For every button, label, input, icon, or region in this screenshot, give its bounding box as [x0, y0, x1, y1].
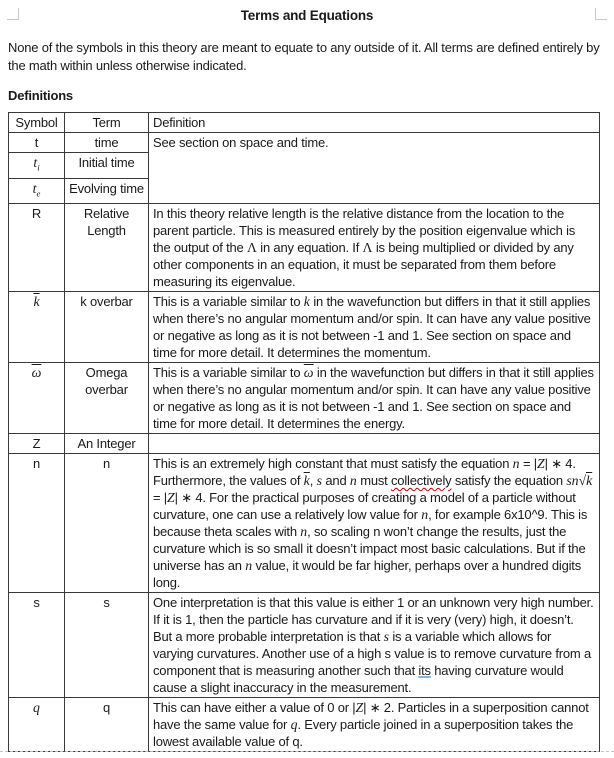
- symbol-cell[interactable]: n: [9, 454, 65, 593]
- term-cell[interactable]: s: [65, 593, 149, 698]
- page-title: Terms and Equations: [240, 8, 374, 23]
- definition-cell[interactable]: This is an extremely high constant that must satisfy the equation n = |Z| ∗ 4. Furthermore, the values of $\overline{k}$, s and n must collectively satisfy the equation sn√k = |Z| ∗ 4. For the practical purposes of creating a model of a particle without curvature, one can use a relatively low value for n, for example 6x10^9. This is because theta scales with n, so scaling n won’t change the results, just the curvature which is so small it doesn’t impact most basic calculations. But if the universe has an n value, it would be far higher, perhaps over a hundred digits long.: [149, 454, 600, 593]
- symbol-cell[interactable]: t: [9, 133, 65, 153]
- grammar-mark: its: [418, 663, 431, 679]
- definition-cell[interactable]: This can have either a value of 0 or |Z| ∗ 2. Particles in a superposition cannot have the same value for q. Every particle joined in a superposition takes the lowest available value of q.: [149, 698, 600, 752]
- definitions-table: [8, 112, 600, 752]
- definition-cell[interactable]: This is a variable similar to k in the wavefunction but differs in that it still applies when there’s no angular momentum and/or spin. It can have any value positive or negative as long as it is not between -1 and 1. See section on space and time for more detail. It determines the momentum.: [149, 292, 600, 363]
- table-row: [9, 698, 600, 752]
- header-term: Term: [65, 113, 149, 133]
- symbol-cell[interactable]: R: [9, 204, 65, 292]
- definition-cell[interactable]: One interpretation is that this value is either 1 or an unknown very high number. If it is 1, then the particle has curvature and if it is very (very) high, it doesn’t. But a more probable interpretation is that s is a variable which allows for varying curvatures. Another use of a high s value is to remove curvature from a component that is measuring another such that its having curvature would cause a slight inaccuracy in the measurement.: [149, 593, 600, 698]
- term-cell[interactable]: q: [65, 698, 149, 752]
- table-header-row: [9, 113, 600, 133]
- table-row: [9, 363, 600, 434]
- table-row: [9, 454, 600, 593]
- header-definition: Definition: [149, 113, 600, 133]
- symbol-cell[interactable]: $t_i$: [9, 153, 65, 179]
- symbol-cell[interactable]: $t_e$: [9, 178, 65, 204]
- term-cell[interactable]: Relative Length: [65, 204, 149, 292]
- intro-paragraph: None of the symbols in this theory are meant to equate to any outside of it. All terms are defined entirely by the math within unless otherwise indicated.: [8, 40, 600, 73]
- text-boundary-mark-topright: [595, 8, 607, 20]
- definition-cell[interactable]: This is a variable similar to $\overline{\omega}$ in the wavefunction but differs in that it still applies when there’s no angular momentum and/or spin. It can have any value positive or negative as long as it is not between -1 and 1. See section on space and time for more detail. It determines the energy.: [149, 363, 600, 434]
- document-canvas[interactable]: [0, 8, 614, 758]
- term-cell[interactable]: Evolving time: [65, 178, 149, 204]
- term-cell[interactable]: Omega overbar: [65, 363, 149, 434]
- symbol-cell[interactable]: q: [9, 698, 65, 752]
- table-row: [9, 204, 600, 292]
- definition-cell[interactable]: [149, 434, 600, 454]
- table-row: [9, 434, 600, 454]
- symbol-cell[interactable]: Z: [9, 434, 65, 454]
- symbol-cell[interactable]: s: [9, 593, 65, 698]
- spellcheck-mark: collectively: [391, 473, 452, 489]
- table-row: [9, 593, 600, 698]
- definition-cell[interactable]: In this theory relative length is the relative distance from the location to the parent particle. This is measured entirely by the position eigenvalue which is the output of the Λ in any equation. If Λ is being multiplied or divided by any other components in an equation, it must be separated from them before measuring its eigenvalue.: [149, 204, 600, 292]
- definitions-heading: Definitions: [8, 88, 73, 103]
- definition-cell[interactable]: See section on space and time.: [149, 133, 600, 204]
- term-cell[interactable]: time: [65, 133, 149, 153]
- text-boundary-mark-topleft: [7, 8, 19, 20]
- table-row: [9, 292, 600, 363]
- definitions-table-body: [9, 133, 600, 752]
- symbol-cell[interactable]: $\overline{k}$: [9, 292, 65, 363]
- term-cell[interactable]: k overbar: [65, 292, 149, 363]
- term-cell[interactable]: n: [65, 454, 149, 593]
- term-cell[interactable]: Initial time: [65, 153, 149, 179]
- header-symbol: Symbol: [9, 113, 65, 133]
- term-cell[interactable]: An Integer: [65, 434, 149, 454]
- table-row: [9, 133, 600, 153]
- page-boundary-dashed-line: [0, 751, 614, 752]
- symbol-cell[interactable]: $\overline{\omega}$: [9, 363, 65, 434]
